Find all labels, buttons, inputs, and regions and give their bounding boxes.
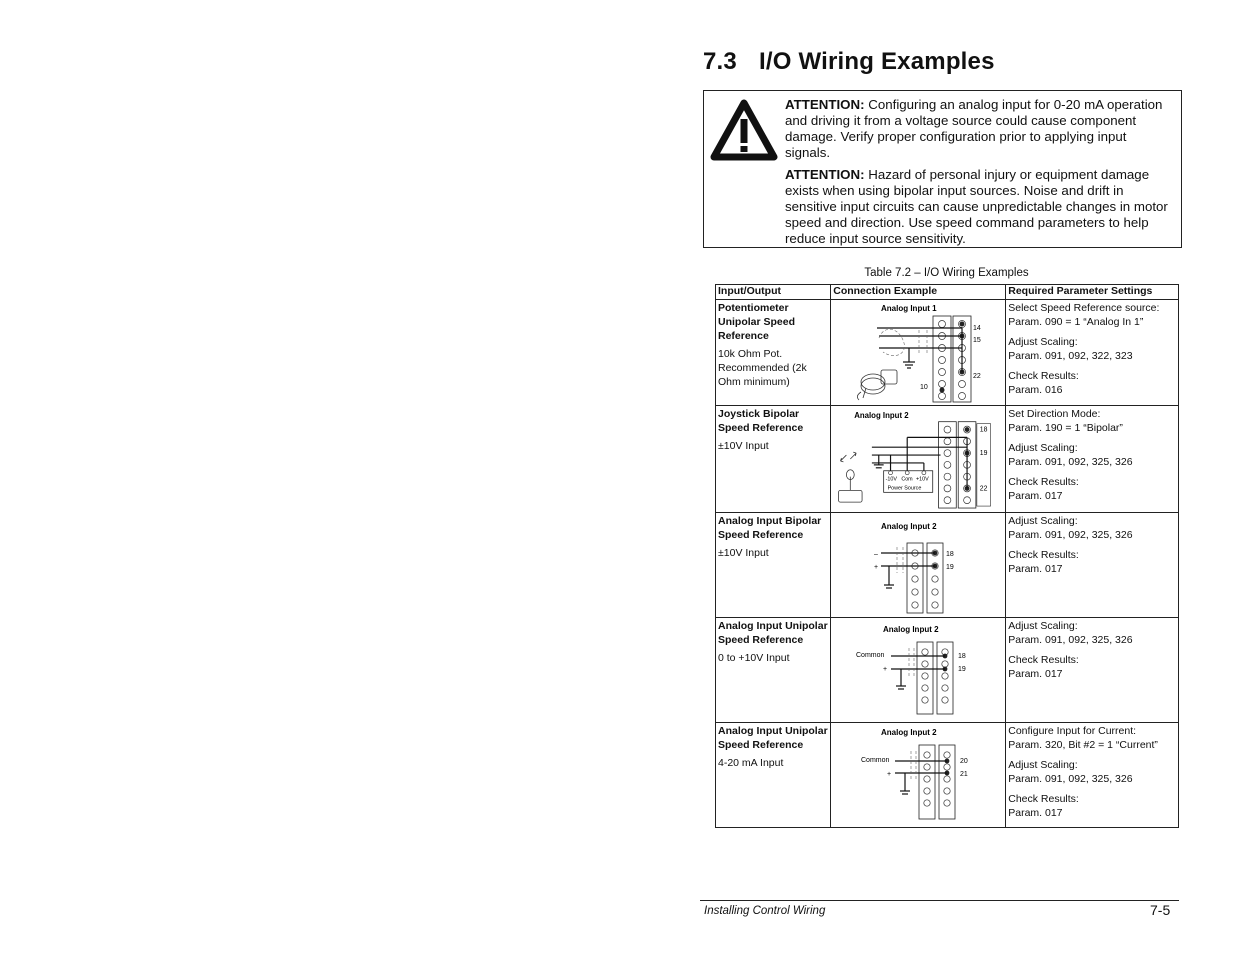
attention-text [785,97,1175,253]
param-line: Param. 091, 092, 322, 323 [1008,350,1133,362]
attention-box [703,90,1182,248]
terminal-label: Power Source [887,485,922,492]
page-number: 7-5 [1150,902,1171,918]
terminal-label: 22 [980,485,988,493]
param-line: Check Results: [1008,793,1079,805]
io-cell [716,723,831,828]
param-line: Param. 091, 092, 325, 326 [1008,529,1133,541]
terminal-label: 14 [973,325,982,332]
param-line: Check Results: [1008,654,1079,666]
io-title: Potentiometer Unipolar Speed Reference [718,302,796,342]
terminal-label: -10V [885,476,898,483]
wiring-diagram-bipolar [831,513,1005,617]
polarity-label: – [874,551,879,558]
param-line: Param. 091, 092, 325, 326 [1008,634,1133,646]
param-group [1008,475,1176,503]
diagram-title: Analog Input 2 [854,410,909,420]
param-line: Configure Input for Current: [1008,725,1137,737]
header-required-parameters: Required Parameter Settings [1006,285,1179,300]
attention-label: ATTENTION: [785,167,865,182]
io-note: 4-20 mA Input [718,757,784,769]
param-line: Adjust Scaling: [1008,759,1078,771]
terminal-label: 19 [958,666,967,673]
terminal-label: 18 [980,426,988,434]
param-line: Param. 090 = 1 “Analog In 1” [1008,316,1144,328]
param-group [1008,724,1176,752]
table-header-row [716,285,1179,300]
parameter-cell [1006,723,1179,828]
wiring-diagram-pot [831,300,1005,404]
param-group [1008,619,1176,647]
header-input-output: Input/Output [716,285,831,300]
param-line: Check Results: [1008,370,1079,382]
param-line: Param. 016 [1008,384,1063,396]
table-row [716,723,1179,828]
warning-triangle-icon [710,99,778,161]
terminal-label: 19 [946,564,955,571]
io-title: Analog Input Unipolar Speed Reference [718,620,828,646]
param-line: Param. 091, 092, 325, 326 [1008,773,1133,785]
attention-body: Hazard of personal injury or equipment damage exists when using bipolar input sources. Noise and drift in sensitive input circuits can cause unpredictable changes in motor speed and direction. Use speed command parameters to help reduce input source sensitivity. [785,167,1168,246]
param-group [1008,441,1176,469]
param-line: Param. 017 [1008,490,1063,502]
io-note: ±10V Input [718,547,769,559]
param-line: Param. 017 [1008,563,1063,575]
param-line: Check Results: [1008,549,1079,561]
terminal-label: 18 [946,551,955,558]
io-cell [716,300,831,406]
section-heading [703,48,995,76]
wiring-diagram-unipolar-voltage [831,618,1005,722]
terminal-label: 21 [960,771,969,778]
io-wiring-table [715,284,1179,828]
diagram-title: Analog Input 2 [881,728,937,737]
io-cell [716,513,831,618]
terminal-label: 19 [980,450,988,458]
diagram-title: Analog Input 2 [883,625,939,634]
terminal-label: 18 [958,653,967,660]
param-group [1008,335,1176,363]
parameter-cell [1006,513,1179,618]
param-line: Param. 017 [1008,807,1063,819]
io-title: Analog Input Unipolar Speed Reference [718,725,828,751]
io-note: 0 to +10V Input [718,652,790,664]
param-line: Param. 190 = 1 “Bipolar” [1008,422,1123,434]
param-line: Select Speed Reference source: [1008,302,1160,314]
header-connection-example: Connection Example [831,285,1006,300]
param-line: Param. 320, Bit #2 = 1 “Current” [1008,739,1158,751]
table-row [716,513,1179,618]
section-title: I/O Wiring Examples [759,48,995,75]
attention-body: Configuring an analog input for 0-20 mA operation and driving it from a voltage source could cause component damage. Verify proper configuration prior to applying input signals. [785,97,1163,160]
param-line: Check Results: [1008,476,1079,488]
io-cell [716,406,831,513]
terminal-label: +10V [916,476,929,483]
parameter-cell [1006,300,1179,406]
param-group [1008,792,1176,820]
param-line: Adjust Scaling: [1008,620,1078,632]
param-line: Adjust Scaling: [1008,336,1078,348]
connection-cell [831,513,1006,618]
attention-paragraph [785,167,1175,247]
attention-label: ATTENTION: [785,97,865,112]
footer-rule [700,900,1179,901]
connection-cell [831,618,1006,723]
terminal-label: 22 [973,373,982,380]
diagram-title: Analog Input 2 [881,522,937,531]
param-group [1008,301,1176,329]
param-group [1008,369,1176,397]
io-note: 10k Ohm Pot. Recommended (2k Ohm minimum) [718,348,807,388]
param-line: Adjust Scaling: [1008,515,1078,527]
polarity-label: + [887,771,892,778]
connection-cell [831,723,1006,828]
polarity-label: + [874,564,879,571]
polarity-label: + [883,666,888,673]
param-line: Param. 017 [1008,668,1063,680]
table-row [716,406,1179,513]
param-group [1008,653,1176,681]
io-title: Joystick Bipolar Speed Reference [718,408,804,434]
wire-label: Common [856,652,885,659]
table-row [716,300,1179,406]
connection-cell [831,300,1006,406]
diagram-title: Analog Input 1 [881,304,937,313]
param-group [1008,514,1176,542]
terminal-label: Com [901,476,913,483]
parameter-cell [1006,618,1179,723]
connection-cell [831,406,1006,513]
parameter-cell [1006,406,1179,513]
param-line: Adjust Scaling: [1008,442,1078,454]
wiring-diagram-unipolar-current [831,723,1005,827]
terminal-label: 10 [920,384,929,391]
param-line: Param. 091, 092, 325, 326 [1008,456,1133,468]
io-cell [716,618,831,723]
terminal-label: 15 [973,337,982,344]
param-line: Set Direction Mode: [1008,408,1101,420]
wire-label: Common [861,757,890,764]
param-group [1008,758,1176,786]
io-title: Analog Input Bipolar Speed Reference [718,515,822,541]
terminal-label: 20 [960,758,969,765]
param-group [1008,407,1176,435]
footer-chapter-title: Installing Control Wiring [704,905,826,917]
table-caption: Table 7.2 – I/O Wiring Examples [864,267,1029,279]
table-row [716,618,1179,723]
wiring-diagram-joystick [831,406,1005,510]
attention-paragraph [785,97,1175,161]
io-note: ±10V Input [718,440,769,452]
section-number: 7.3 [703,48,737,75]
param-group [1008,548,1176,576]
